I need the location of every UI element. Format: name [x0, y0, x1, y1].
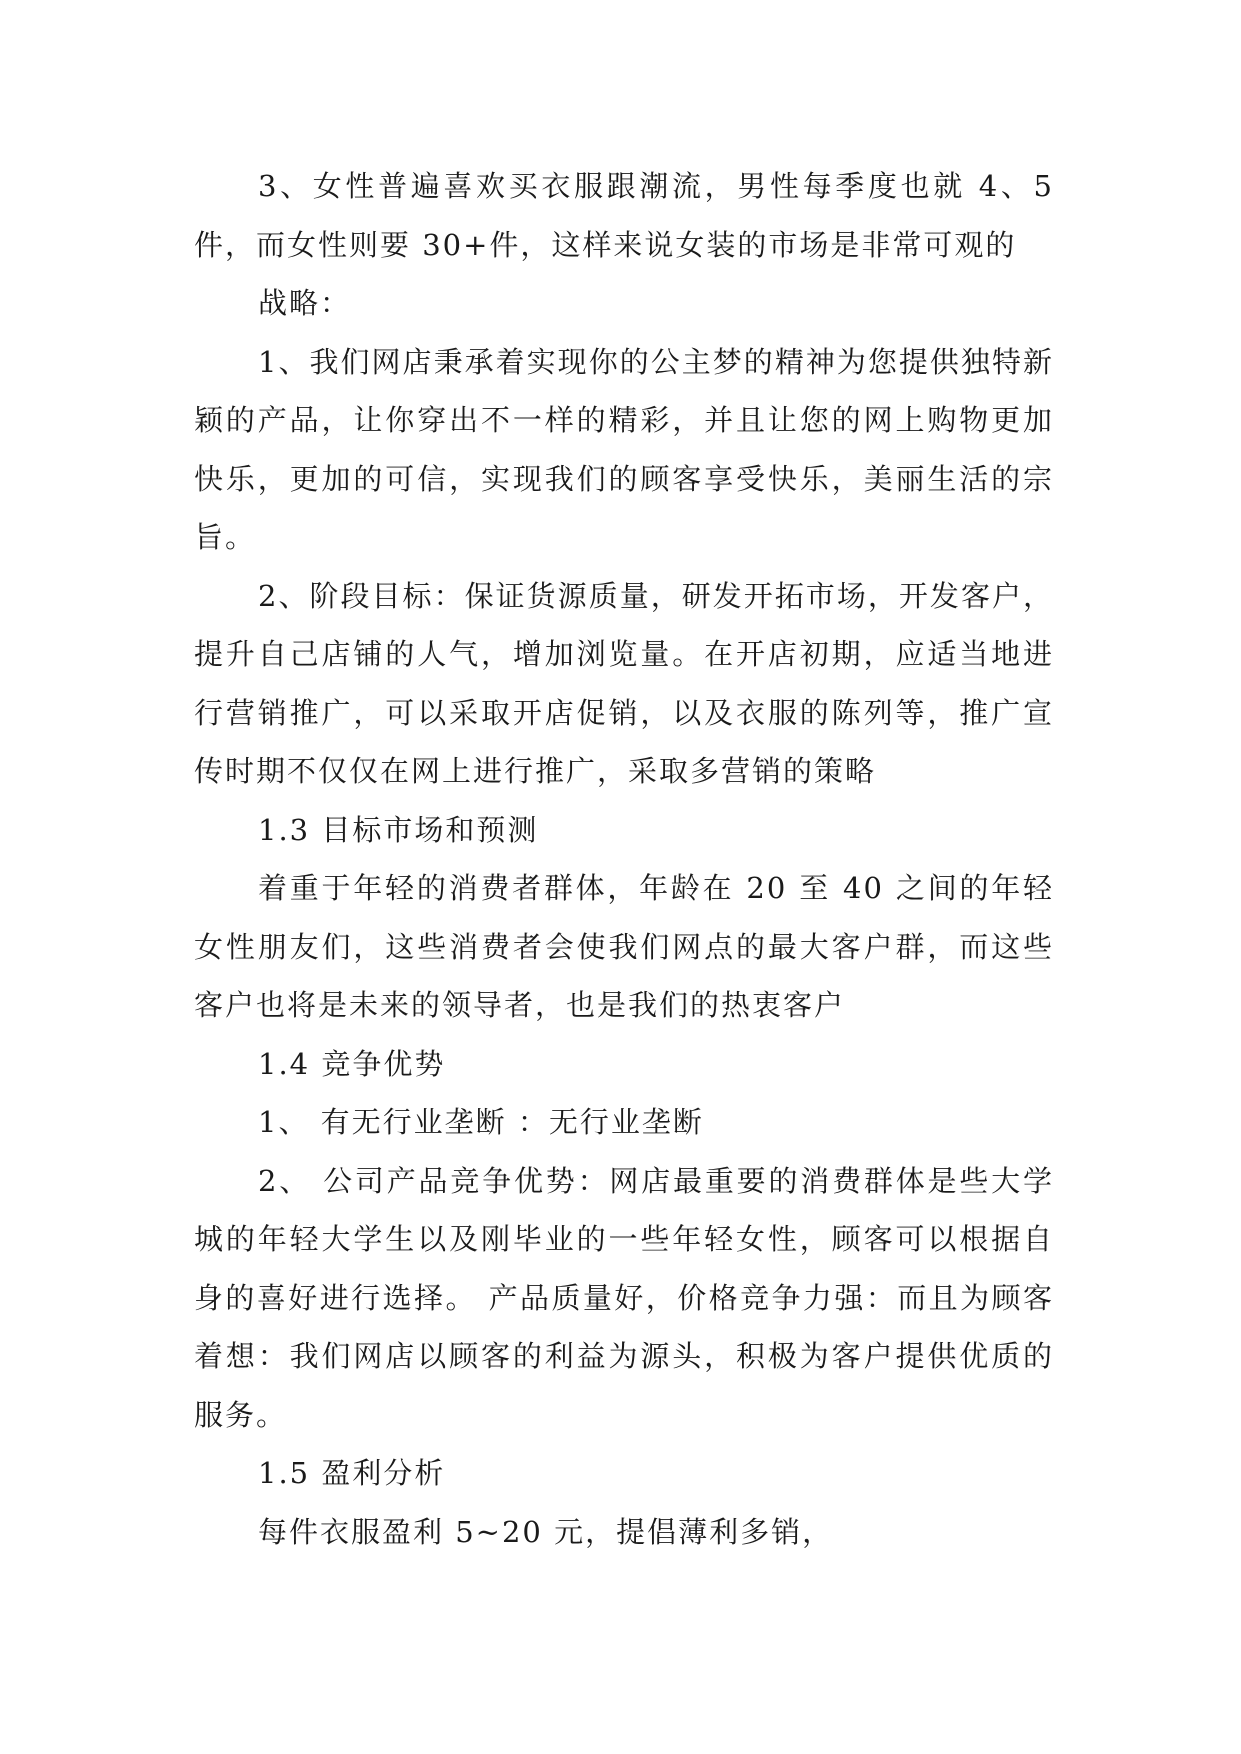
paragraph-strategy-heading: 战略：	[258, 286, 352, 320]
paragraph-target-market: 着重于年轻的消费者群体，年龄在 20 至 40 之间的年轻女性朋友们，这些消费者会使我们网点的最大客户群，而这些客户也将是未来的领导者，也是我们的热衷客户	[194, 871, 1054, 1022]
paragraph-profit: 每件衣服盈利 5~20 元，提倡薄利多销，	[258, 1514, 834, 1549]
paragraph-market-observation: 3、女性普遍喜欢买衣服跟潮流，男性每季度也就 4、5 件，而女性则要 30+件，这样来说女装的市场是非常可观的	[194, 169, 1054, 262]
paragraph-strategy-mission: 1、我们网店秉承着实现你的公主梦的精神为您提供独特新颖的产品，让你穿出不一样的精彩，并且让您的网上购物更加快乐，更加的可信，实现我们的顾客享受快乐，美丽生活的宗旨。	[194, 344, 1054, 554]
document-body	[194, 157, 1054, 1561]
paragraph-monopoly: 1、 有无行业垄断 ：无行业垄断	[258, 1105, 704, 1139]
section-heading-competitive-advantage: 1.4 竞争优势	[258, 1046, 446, 1081]
section-heading-target-market: 1.3 目标市场和预测	[258, 812, 539, 847]
paragraph-stage-goals: 2、阶段目标：保证货源质量，研发开拓市场，开发客户，提升自己店铺的人气，增加浏览量。在开店初期，应适当地进行营销推广，可以采取开店促销，以及衣服的陈列等，推广宣传时期不仅仅在网上进行推广，采取多营销的策略	[194, 578, 1054, 788]
paragraph-product-advantage: 2、 公司产品竞争优势：网店最重要的消费群体是些大学城的年轻大学生以及刚毕业的一些年轻女性，顾客可以根据自身的喜好进行选择。 产品质量好，价格竞争力强：而且为顾客着想：我们网店以顾客的利益为源头，积极为客户提供优质的服务。	[194, 1163, 1054, 1432]
section-heading-profit-analysis: 1.5 盈利分析	[258, 1456, 446, 1490]
